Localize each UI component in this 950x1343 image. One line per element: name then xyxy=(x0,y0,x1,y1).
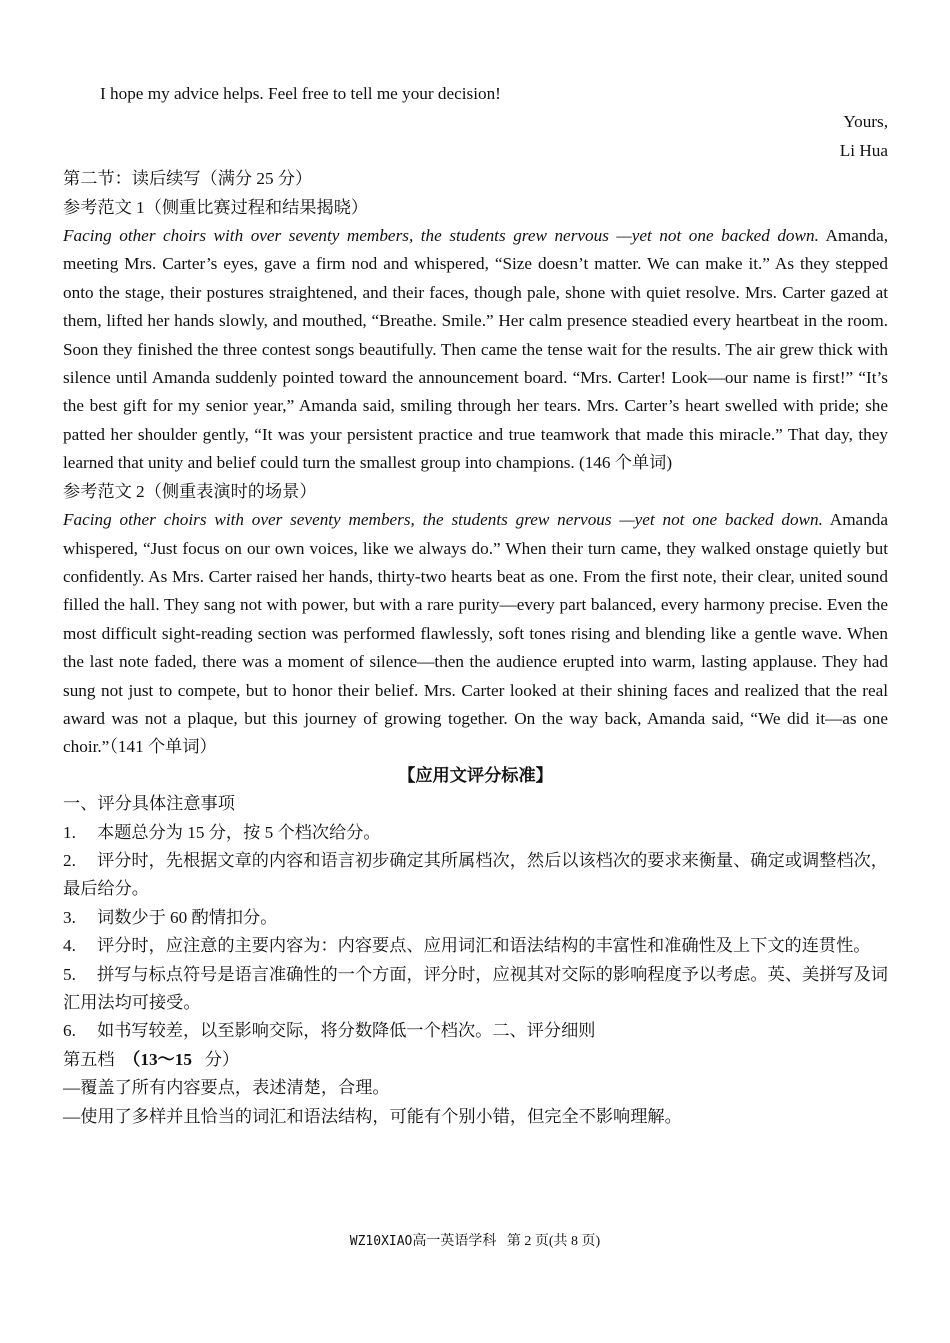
sample1-heading: 参考范文 1（侧重比赛过程和结果揭晓） xyxy=(63,197,369,217)
page-footer xyxy=(0,1232,950,1252)
grading-item-text: 词数少于 60 酌情扣分。 xyxy=(97,907,278,927)
level5-unit: 分） xyxy=(204,1049,240,1069)
grading-item-number: 4. xyxy=(63,936,76,956)
level5-label: 第五档 xyxy=(63,1049,115,1069)
grading-item xyxy=(63,1017,888,1045)
grading-item-text: 评分时，先根据文章的内容和语言初步确定其所属档次，然后以该档次的要求来衡量、确定或调整档次，最后给分。 xyxy=(63,850,888,899)
grading-item-number: 3. xyxy=(63,907,76,927)
level5-point: —覆盖了所有内容要点，表述清楚，合理。 xyxy=(63,1078,390,1098)
level5-score: （13～15 xyxy=(123,1049,192,1069)
grading-item-text: 如书写较差，以至影响交际，将分数降低一个档次。二、评分细则 xyxy=(97,1021,596,1041)
level5-point: —使用了多样并且恰当的词汇和语法结构，可能有个别小错，但完全不影响理解。 xyxy=(63,1106,682,1126)
grading-item-text: 评分时，应注意的主要内容为：内容要点、应用词汇和语法结构的丰富性和准确性及上下文的连贯性。 xyxy=(97,936,871,956)
letter-signature-name: Li Hua xyxy=(839,140,888,160)
grading-item-text: 本题总分为 15 分，按 5 个档次给分。 xyxy=(97,822,381,842)
letter-signoff: Yours, xyxy=(843,112,888,132)
page-content xyxy=(63,80,888,1131)
footer-subject: 高一英语学科 xyxy=(412,1234,497,1249)
section2-heading: 第二节：读后续写（满分 25 分） xyxy=(63,169,313,189)
sample1-essay xyxy=(63,222,888,478)
letter-closing-line: I hope my advice helps. Feel free to tell me your decision! xyxy=(100,84,501,103)
footer-page-number: 第 2 页(共 8 页) xyxy=(506,1234,601,1249)
grading-item xyxy=(63,904,888,932)
grading-item-number: 2. xyxy=(63,850,76,870)
grading-item xyxy=(63,961,888,1018)
level5-heading xyxy=(63,1046,888,1074)
sample2-body: Amanda whispered, “Just focus on our own voices, like we always do.” When their turn came, they walked onstage quietly but confidently. As Mrs. Carter raised her hands, thirty-two hearts beat as one. From the first note, their clear, united sound filled the hall. They sang not with power, but with a rare purity—every part balanced, every harmony precise. Even the most difficult sight-reading section was performed flawlessly, soft tones rising and blending like a gentle wave. When the last note faded, there was a moment of silence—then the audience erupted into warm, lasting applause. They had sung not just to compete, but to honor their belief. Mrs. Carter looked at their shining faces and realized that the real award was not a plaque, but this journey of growing together. On the way back, Amanda said, “We did it—as one choir.”（141 个单词） xyxy=(63,510,889,757)
sample1-body: Amanda, meeting Mrs. Carter’s eyes, gave a firm nod and whispered, “Size doesn’t matter. We can make it.” As they stepped onto the stage, their postures straightened, and their faces, though pale, shone with quiet resolve. Mrs. Carter gazed at them, lifted her hands slowly, and mouthed, “Breathe. Smile.” Her calm presence steadied every heartbeat in the room. Soon they finished the three contest songs beautifully. Then came the tense wait for the results. The air grew thick with silence until Amanda suddenly pointed toward the announcement board. “Mrs. Carter! Look—our name is first!” “It’s the best gift for my senior year,” Amanda said, smiling through her tears. Mrs. Carter’s heart swelled with pride; she patted her shoulder gently, “It was your persistent practice and true teamwork that made this miracle.” That day, they learned that unity and belief could turn the smallest group into champions. (146 个单词) xyxy=(63,226,889,473)
grading-part1-heading: 一、评分具体注意事项 xyxy=(63,794,235,814)
grading-item xyxy=(63,847,888,904)
grading-item xyxy=(63,932,888,960)
sample2-heading: 参考范文 2（侧重表演时的场景） xyxy=(63,481,317,501)
grading-item-number: 1. xyxy=(63,822,76,842)
sample1-lead-sentence: Facing other choirs with over seventy members, the students grew nervous —yet not one backed down. xyxy=(63,226,819,246)
grading-item-text: 拼写与标点符号是语言准确性的一个方面，评分时，应视其对交际的影响程度予以考虑。英、美拼写及词汇用法均可接受。 xyxy=(63,964,888,1012)
grading-item xyxy=(63,819,888,847)
sample2-lead-sentence: Facing other choirs with over seventy members, the students grew nervous —yet not one backed down. xyxy=(63,510,823,530)
grading-item-number: 5. xyxy=(63,964,76,984)
grading-title: 【应用文评分标准】 xyxy=(398,765,553,785)
grading-item-number: 6. xyxy=(63,1021,76,1041)
footer-code: WZ10XIAO xyxy=(349,1234,413,1249)
sample2-essay xyxy=(63,506,888,762)
